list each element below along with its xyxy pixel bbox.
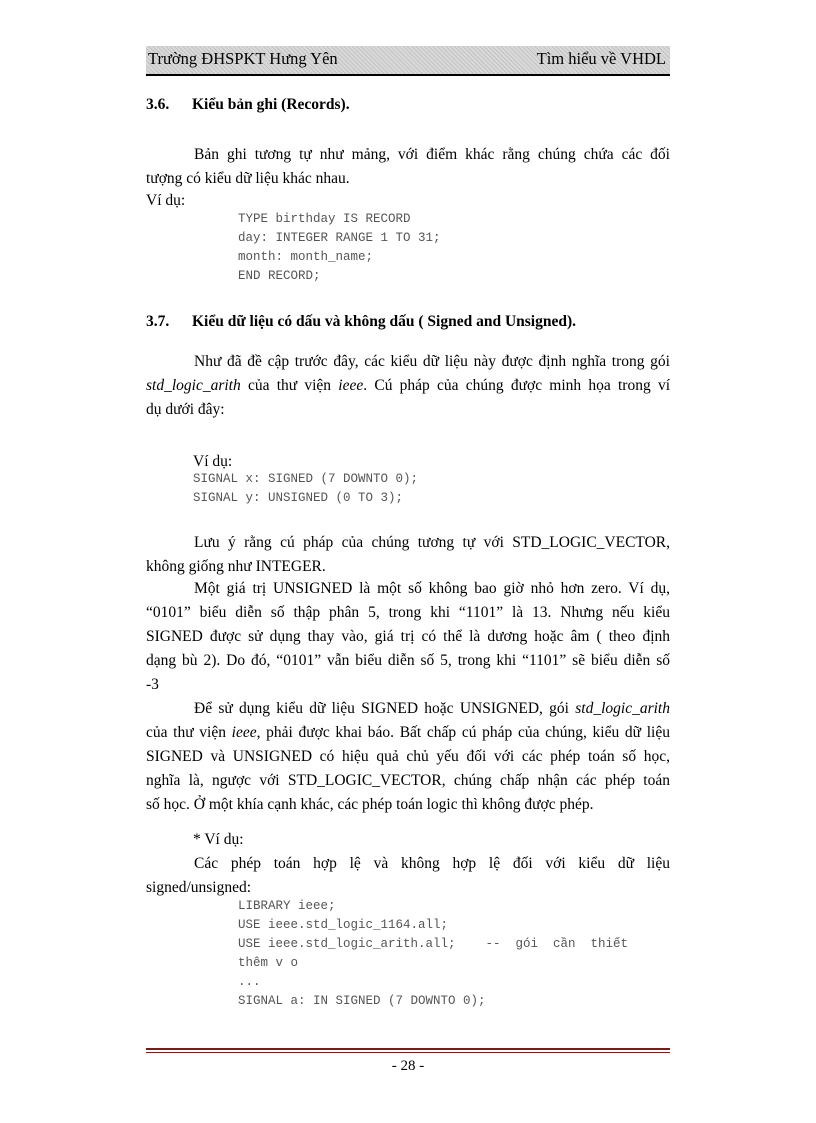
library-code-block (238, 897, 628, 1011)
library-name: ieee (338, 377, 364, 394)
section-number: 3.7. (146, 313, 170, 330)
record-code-block (238, 210, 441, 286)
paragraph-line: không giống như INTEGER. (146, 558, 326, 575)
section-number: 3.6. (146, 96, 170, 113)
code-line: SIGNAL y: UNSIGNED (0 TO 3); (193, 491, 404, 505)
section-title: Kiểu bản ghi (Records). (192, 96, 350, 113)
paragraph-line: signed/unsigned: (146, 879, 252, 896)
paragraph-line: của thư viện ieee, phải được khai báo. Bất chấp cú pháp của chúng, kiểu dữ liệu (146, 724, 670, 741)
header-school: Trường ĐHSPKT Hưng Yên (148, 49, 338, 68)
page-header (146, 46, 670, 76)
syntax-note-paragraph (146, 531, 670, 579)
code-line: month: month_name; (238, 250, 374, 264)
code-line: ... (238, 975, 261, 989)
paragraph-line: SIGNED được sử dụng thay vào, giá trị có thể là dương hoặc âm ( theo định (146, 628, 670, 645)
paragraph-line: Các phép toán hợp lệ và không hợp lệ đối với kiểu dữ liệu (194, 855, 670, 872)
example-label: Ví dụ: (193, 453, 233, 470)
code-line: END RECORD; (238, 269, 321, 283)
code-line: SIGNAL x: SIGNED (7 DOWNTO 0); (193, 472, 419, 486)
paragraph-line: dạng bù 2). Do đó, “0101” vẫn biểu diễn số 5, trong khi “1101” sẽ biểu diễn số (146, 652, 670, 669)
paragraph-line: số học. Ở một khía cạnh khác, các phép toán logic thì không được phép. (146, 796, 594, 813)
paragraph-line: Bản ghi tương tự như mảng, với điểm khác rằng chúng chứa các đối (194, 146, 670, 163)
code-line: USE ieee.std_logic_1164.all; (238, 918, 449, 932)
library-name: ieee (231, 724, 257, 741)
records-paragraph (146, 143, 670, 191)
code-line: TYPE birthday IS RECORD (238, 212, 411, 226)
footer-divider-thin (146, 1052, 670, 1053)
paragraph-line: tượng có kiểu dữ liệu khác nhau. (146, 170, 350, 187)
unsigned-explanation-paragraph (146, 577, 670, 697)
package-name: std_logic_arith (146, 377, 241, 394)
paragraph-line: -3 (146, 676, 159, 693)
paragraph-line: std_logic_arith của thư viện ieee. Cú pháp của chúng được minh họa trong ví (146, 377, 670, 394)
footer-divider (146, 1048, 670, 1050)
code-line: thêm v o (238, 956, 299, 970)
valid-operations-paragraph (146, 852, 670, 900)
code-line: SIGNAL a: IN SIGNED (7 DOWNTO 0); (238, 994, 486, 1008)
signed-intro-paragraph (146, 350, 670, 422)
signal-code-block (193, 470, 418, 508)
paragraph-line: dụ dưới đây: (146, 401, 225, 418)
paragraph-line: Lưu ý rằng cú pháp của chúng tương tự với STD_LOGIC_VECTOR, (194, 534, 670, 551)
section-title: Kiểu dữ liệu có dấu và không dấu ( Signed and Unsigned). (192, 313, 577, 330)
paragraph-line: Để sử dụng kiểu dữ liệu SIGNED hoặc UNSIGNED, gói std_logic_arith (194, 700, 670, 717)
usage-paragraph (146, 697, 670, 817)
example-label: * Ví dụ: (193, 831, 244, 848)
package-name: std_logic_arith (575, 700, 670, 717)
paragraph-line: Một giá trị UNSIGNED là một số không bao giờ nhỏ hơn zero. Ví dụ, (194, 580, 670, 597)
page-number: - 28 - (391, 1058, 425, 1074)
example-label: Ví dụ: (146, 192, 186, 209)
paragraph-line: “0101” biểu diễn số thập phân 5, trong khi “1101” là 13. Nhưng nếu kiểu (146, 604, 670, 621)
code-line: LIBRARY ieee; (238, 899, 336, 913)
paragraph-line: SIGNED và UNSIGNED có hiệu quả chủ yếu đối với các phép toán số học, (146, 748, 670, 765)
paragraph-line: Như đã đề cập trước đây, các kiểu dữ liệu này được định nghĩa trong gói (194, 353, 670, 370)
header-topic: Tìm hiểu về VHDL (536, 49, 666, 68)
code-line: day: INTEGER RANGE 1 TO 31; (238, 231, 441, 245)
code-line: USE ieee.std_logic_arith.all; -- gói cần thiết (238, 937, 629, 951)
paragraph-line: nghĩa là, ngược với STD_LOGIC_VECTOR, chúng chấp nhận các phép toán (146, 772, 670, 789)
